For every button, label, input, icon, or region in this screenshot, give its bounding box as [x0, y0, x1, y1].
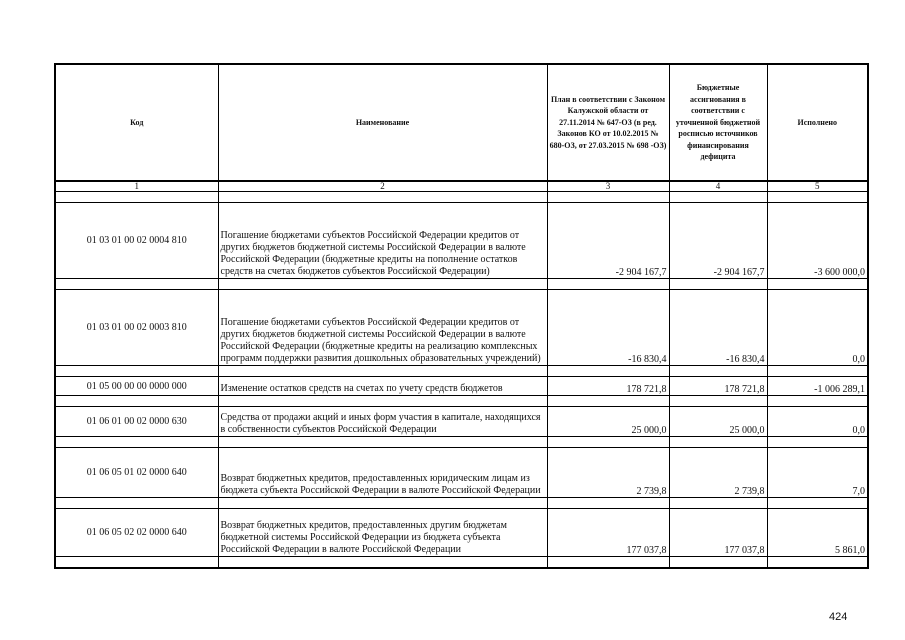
table-row	[55, 509, 868, 557]
row-budget: 2 739,8	[734, 486, 765, 497]
row-plan: -2 904 167,7	[615, 267, 667, 278]
row-plan: 25 000,0	[631, 425, 667, 436]
column-number-5: 5	[767, 181, 868, 192]
row-code: 01 06 01 00 02 0000 630	[55, 407, 218, 437]
row-name: Возврат бюджетных кредитов, предоставленных другим бюджетам бюджетной системы Российской Федерации из бюджета субъекта Российской Федерации в валюте Российской Федерации	[218, 509, 547, 557]
row-budget: 178 721,8	[724, 384, 765, 395]
row-name: Средства от продажи акций и иных форм участия в капитале, находящихся в собственности субъектов Российской Федерации	[218, 407, 547, 437]
row-name: Изменение остатков средств на счетах по учету средств бюджетов	[218, 377, 547, 396]
row-name: Возврат бюджетных кредитов, предоставленных юридическим лицам из бюджета субъекта Российской Федерации в валюте Российской Федерации	[218, 448, 547, 498]
table-row	[55, 407, 868, 437]
row-executed: 5 861,0	[835, 545, 865, 556]
budget-sources-table	[54, 63, 869, 569]
table-row	[55, 290, 868, 366]
row-budget: 177 037,8	[724, 545, 765, 556]
row-plan: 178 721,8	[626, 384, 667, 395]
row-executed: 0,0	[852, 425, 865, 436]
row-budget: -16 830,4	[726, 354, 765, 365]
row-plan: -16 830,4	[628, 354, 667, 365]
row-code: 01 03 01 00 02 0004 810	[55, 203, 218, 279]
row-name: Погашение бюджетами субъектов Российской Федерации кредитов от других бюджетов бюджетной системы Российской Федерации в валюте Российской Федерации (бюджетные кредиты на пополнение остатков средств на счетах бюджетов субъектов Российской Федерации)	[218, 203, 547, 279]
header-code: Код	[55, 64, 218, 181]
table-row	[55, 448, 868, 498]
header-budget-allocations: Бюджетные ассигнования в соответствии с уточненной бюджетной росписью источников финансирования дефицита	[669, 64, 767, 181]
row-code: 01 06 05 01 02 0000 640	[55, 448, 218, 498]
row-executed: -1 006 289,1	[814, 384, 865, 395]
row-code: 01 06 05 02 02 0000 640	[55, 509, 218, 557]
row-plan: 177 037,8	[626, 545, 667, 556]
table-row	[55, 377, 868, 396]
row-budget: -2 904 167,7	[713, 267, 765, 278]
column-number-2: 2	[218, 181, 547, 192]
row-budget: 25 000,0	[729, 425, 765, 436]
header-name: Наименование	[218, 64, 547, 181]
row-code: 01 03 01 00 02 0003 810	[55, 290, 218, 366]
table-row	[55, 203, 868, 279]
column-number-1: 1	[55, 181, 218, 192]
row-executed: 0,0	[852, 354, 865, 365]
column-number-3: 3	[547, 181, 669, 192]
header-plan: План в соответствии с Законом Калужской области от 27.11.2014 № 647-ОЗ (в ред. Законов КО от 10.02.2015 № 680-ОЗ, от 27.03.2015 № 698 -ОЗ)	[547, 64, 669, 181]
row-executed: 7,0	[852, 486, 865, 497]
row-plan: 2 739,8	[636, 486, 667, 497]
row-code: 01 05 00 00 00 0000 000	[55, 377, 218, 396]
page-number: 424	[829, 611, 848, 623]
header-executed: Исполнено	[767, 64, 868, 181]
row-name: Погашение бюджетами субъектов Российской Федерации кредитов от других бюджетов бюджетной системы Российской Федерации в валюте Российской Федерации (бюджетные кредиты на реализацию комплексных программ поддержки развития дошкольных образовательных учреждений)	[218, 290, 547, 366]
column-number-4: 4	[669, 181, 767, 192]
row-executed: -3 600 000,0	[814, 267, 865, 278]
